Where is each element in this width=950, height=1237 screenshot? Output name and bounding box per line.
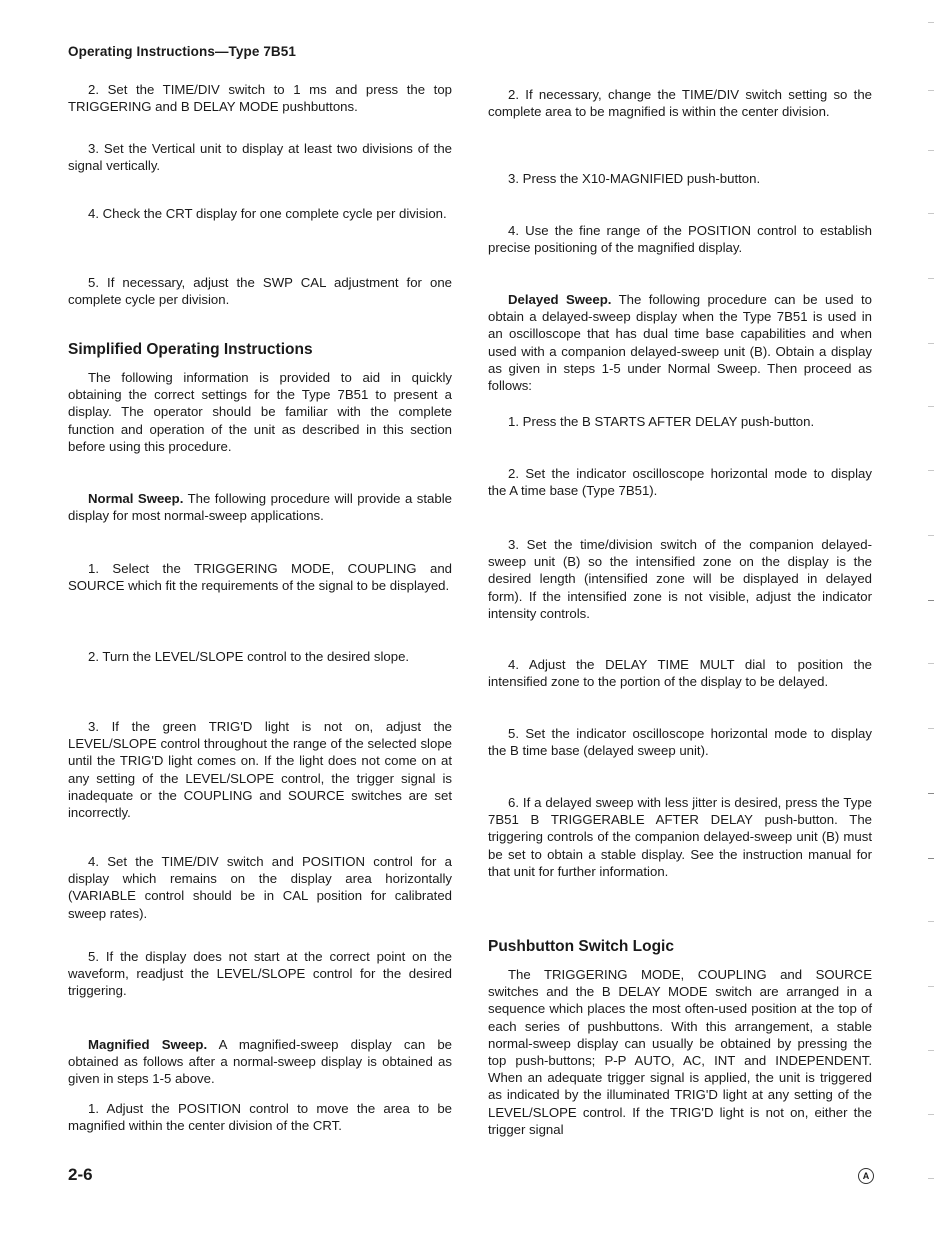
margin-tick (928, 663, 934, 664)
delayed-step-3: 3. Set the time/division switch of the companion delayed-sweep unit (B) so the intensified zone on the display is the desired length (intensified zone will be displayed in delayed form). If the intensified zone is not visible, adjust the indicator intensity controls. (488, 537, 872, 621)
step-2-timediv: 2. Set the TIME/DIV switch to 1 ms and press the top TRIGGERING and B DELAY MODE pushbuttons. (68, 82, 452, 115)
normal-sweep-paragraph (68, 490, 452, 524)
margin-tick (928, 986, 934, 987)
margin-tick (928, 22, 934, 23)
delayed-step-1: 1. Press the B STARTS AFTER DELAY push-button. (508, 414, 815, 429)
margin-tick (928, 90, 934, 91)
magnified-step-3: 3. Press the X10-MAGNIFIED push-button. (508, 171, 761, 186)
margin-tick (928, 278, 934, 279)
margin-tick (928, 343, 934, 344)
margin-tick (928, 1050, 934, 1051)
pushbutton-logic-heading: Pushbutton Switch Logic (488, 938, 674, 955)
delayed-sweep-paragraph (488, 291, 872, 394)
normal-sweep-heading: Normal Sweep. (88, 491, 184, 506)
magnified-sweep-text: A magnified-sweep display can be obtained as follows after a normal-sweep display is obtained as given in steps 1-5 above. (68, 1037, 452, 1087)
delayed-sweep-text: The following procedure can be used to obtain a delayed-sweep display when the Type 7B51 is used in an oscilloscope that has dual time base capabilities and when used with a companion delayed-sweep unit (B). Obtain a display as given in steps 1-5 under Normal Sweep. Then proceed as follows: (488, 292, 872, 394)
margin-tick (928, 406, 934, 407)
step-3-vertical: 3. Set the Vertical unit to display at least two divisions of the signal vertically. (68, 141, 452, 174)
magnified-step-2: 2. If necessary, change the TIME/DIV switch setting so the complete area to be magnified is within the center division. (488, 87, 872, 120)
normal-step-1: 1. Select the TRIGGERING MODE, COUPLING and SOURCE which fit the requirements of the signal to be displayed. (68, 561, 452, 594)
margin-tick (928, 213, 934, 214)
normal-step-5: 5. If the display does not start at the correct point on the waveform, readjust the LEVEL/SLOPE control for the desired triggering. (68, 949, 452, 999)
margin-tick (928, 793, 934, 794)
margin-tick (928, 150, 934, 151)
pushbutton-logic-text: The TRIGGERING MODE, COUPLING and SOURCE switches and the B DELAY MODE switch are arranged in a sequence which places the most often-used position at the top of each series of pushbuttons. With this arrangement, a stable normal-sweep display can usually be obtained by pressing the top push-buttons; P-P AUTO, AC, INT and INDEPENDENT. When an adequate trigger signal is applied, the unit is triggered as indicated by the illuminated TRIG'D light at any setting of the LEVEL/SLOPE control. If the TRIG'D light is not on, either the trigger signal (488, 967, 872, 1137)
margin-tick (928, 600, 934, 601)
delayed-sweep-heading: Delayed Sweep. (508, 292, 612, 307)
normal-sweep-text: The following procedure will provide a stable display for most normal-sweep applications. (68, 491, 452, 524)
running-header: Operating Instructions—Type 7B51 (68, 44, 296, 59)
normal-step-4: 4. Set the TIME/DIV switch and POSITION control for a display which remains on the display area horizontally (VARIABLE control should be in CAL position for calibrated sweep rates). (68, 854, 452, 921)
magnified-step-1: 1. Adjust the POSITION control to move the area to be magnified within the center division of the CRT. (68, 1101, 452, 1134)
delayed-step-4: 4. Adjust the DELAY TIME MULT dial to position the intensified zone to the portion of the display to be delayed. (488, 657, 872, 690)
page-number: 2-6 (68, 1165, 93, 1184)
simplified-heading: Simplified Operating Instructions (68, 341, 313, 358)
normal-step-3: 3. If the green TRIG'D light is not on, adjust the LEVEL/SLOPE control throughout the range of the selected slope until the TRIG'D light comes on. If the light does not come on at any setting of the LEVEL/SLOPE control, the trigger signal is inadequate or the COUPLING and SOURCE switches are set incorrectly. (68, 719, 452, 821)
margin-tick (928, 1114, 934, 1115)
delayed-step-5: 5. Set the indicator oscilloscope horizontal mode to display the B time base (delayed sweep unit). (488, 726, 872, 759)
normal-step-2: 2. Turn the LEVEL/SLOPE control to the desired slope. (88, 649, 410, 664)
margin-tick (928, 470, 934, 471)
magnified-sweep-paragraph (68, 1036, 452, 1088)
revision-mark-icon: A (858, 1168, 874, 1184)
margin-tick (928, 858, 934, 859)
margin-tick (928, 921, 934, 922)
simplified-intro: The following information is provided to aid in quickly obtaining the correct settings for the Type 7B51 to present a display. The operator should be familiar with the complete function and operation of the unit as described in this section before using this procedure. (68, 370, 452, 454)
margin-tick (928, 1178, 934, 1179)
delayed-step-2: 2. Set the indicator oscilloscope horizontal mode to display the A time base (Type 7B51). (488, 466, 872, 499)
magnified-sweep-heading: Magnified Sweep. (88, 1037, 208, 1052)
delayed-step-6: 6. If a delayed sweep with less jitter is desired, press the Type 7B51 B TRIGGERABLE AFTER DELAY push-button. The triggering controls of the companion delayed-sweep unit (B) must be set to obtain a stable display. See the instruction manual for that unit for further information. (488, 795, 872, 879)
step-4-crt: 4. Check the CRT display for one complete cycle per division. (88, 206, 447, 221)
step-5-swp-cal: 5. If necessary, adjust the SWP CAL adjustment for one complete cycle per division. (68, 275, 452, 308)
margin-tick (928, 728, 934, 729)
magnified-step-4: 4. Use the fine range of the POSITION control to establish precise positioning of the magnified display. (488, 223, 872, 256)
margin-tick (928, 535, 934, 536)
